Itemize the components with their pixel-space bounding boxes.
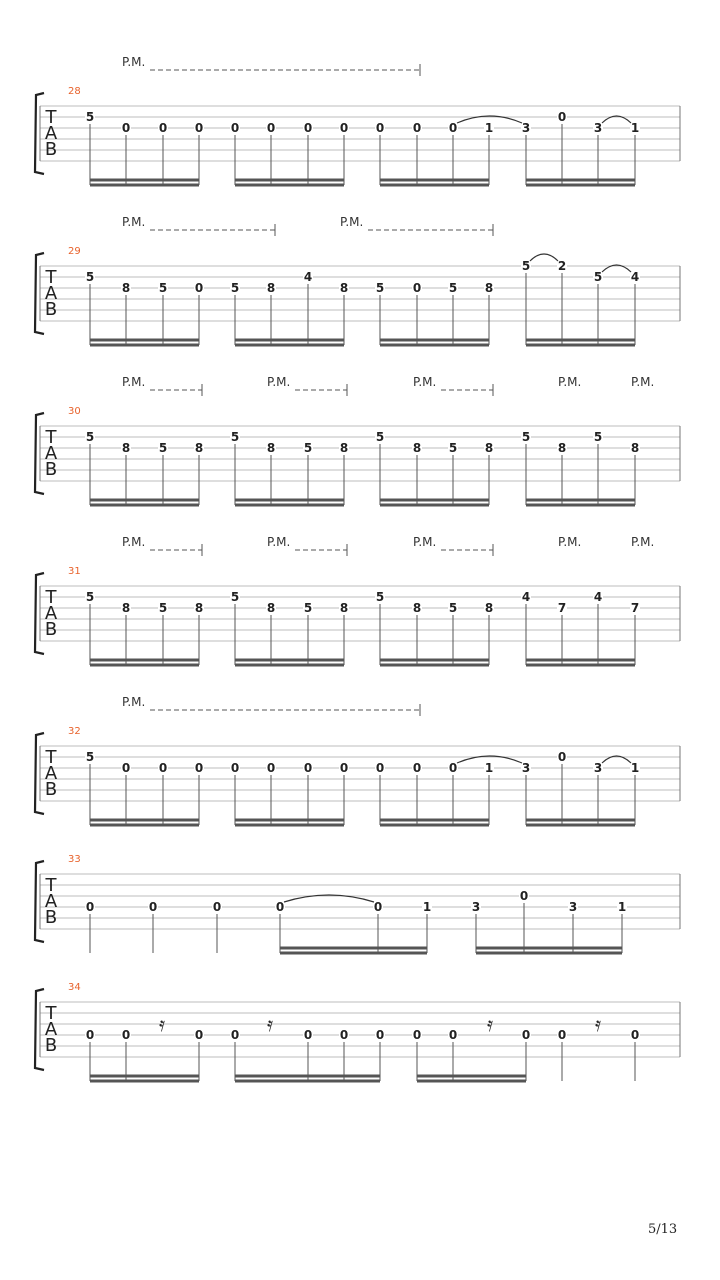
fret-number: 5	[521, 259, 531, 273]
fret-number: 4	[303, 270, 313, 284]
beam	[526, 179, 635, 182]
tab-clef-letter: A	[44, 283, 58, 304]
fret-number: 5	[375, 281, 385, 295]
fret-number: 0	[230, 1028, 240, 1042]
fret-number: 5	[448, 281, 458, 295]
fret-number: 5	[85, 430, 95, 444]
beam	[235, 344, 344, 347]
beam	[380, 819, 489, 822]
page-number: 5/13	[648, 1222, 678, 1237]
fret-number: 0	[557, 750, 567, 764]
beam	[235, 659, 344, 662]
fret-number: 0	[448, 761, 458, 775]
bar-number: 33	[68, 854, 81, 865]
fret-number: 8	[121, 601, 131, 615]
sixteenth-rest: 𝄿	[158, 1012, 166, 1036]
fret-number: 0	[339, 121, 349, 135]
palm-mute-label: P.M.	[413, 535, 437, 549]
fret-number: 5	[85, 270, 95, 284]
fret-number: 8	[630, 441, 640, 455]
fret-number: 8	[266, 601, 276, 615]
tab-clef-letter: B	[44, 299, 58, 320]
bar-number: 32	[68, 726, 81, 737]
fret-number: 5	[593, 270, 603, 284]
bar-number: 28	[68, 86, 81, 97]
beam	[235, 819, 344, 822]
sixteenth-rest: 𝄿	[594, 1012, 602, 1036]
tab-clef-letter: T	[45, 1003, 57, 1024]
fret-number: 8	[266, 441, 276, 455]
beam	[476, 947, 622, 950]
beam	[380, 499, 489, 502]
beam	[526, 659, 635, 662]
beam	[526, 504, 635, 507]
beam	[90, 824, 199, 827]
sixteenth-rest: 𝄿	[266, 1012, 274, 1036]
fret-number: 0	[303, 1028, 313, 1042]
fret-number: 0	[557, 110, 567, 124]
bar-number: 31	[68, 566, 81, 577]
palm-mute-label: P.M.	[558, 375, 582, 389]
fret-number: 5	[448, 441, 458, 455]
beam	[90, 184, 199, 187]
fret-number: 5	[521, 430, 531, 444]
beam	[235, 504, 344, 507]
fret-number: 5	[158, 601, 168, 615]
palm-mute-label: P.M.	[413, 375, 437, 389]
fret-number: 4	[630, 270, 640, 284]
tab-clef-letter: B	[44, 907, 58, 928]
beam	[526, 824, 635, 827]
palm-mute-label: P.M.	[631, 375, 655, 389]
palm-mute-label: P.M.	[631, 535, 655, 549]
fret-number: 0	[375, 121, 385, 135]
tab-clef-letter: B	[44, 139, 58, 160]
fret-number: 3	[471, 900, 481, 914]
beam	[90, 1075, 199, 1078]
beam	[380, 504, 489, 507]
tab-clef-letter: B	[44, 1035, 58, 1056]
fret-number: 3	[593, 761, 603, 775]
beam	[526, 184, 635, 187]
fret-number: 5	[448, 601, 458, 615]
tab-clef-letter: A	[44, 603, 58, 624]
fret-number: 1	[422, 900, 432, 914]
fret-number: 5	[375, 590, 385, 604]
fret-number: 8	[339, 281, 349, 295]
fret-number: 4	[521, 590, 531, 604]
tab-clef-letter: T	[45, 427, 57, 448]
beam	[235, 499, 344, 502]
fret-number: 0	[230, 121, 240, 135]
palm-mute-label: P.M.	[122, 375, 146, 389]
fret-number: 8	[484, 601, 494, 615]
beam	[90, 179, 199, 182]
fret-number: 5	[303, 601, 313, 615]
fret-number: 0	[85, 1028, 95, 1042]
beam	[380, 339, 489, 342]
palm-mute-label: P.M.	[122, 535, 146, 549]
fret-number: 0	[412, 281, 422, 295]
fret-number: 8	[484, 281, 494, 295]
fret-number: 5	[158, 441, 168, 455]
beam	[476, 952, 622, 955]
fret-number: 3	[593, 121, 603, 135]
fret-number: 0	[375, 1028, 385, 1042]
fret-number: 0	[275, 900, 285, 914]
fret-number: 0	[121, 1028, 131, 1042]
bar-number: 34	[68, 982, 81, 993]
fret-number: 5	[85, 590, 95, 604]
fret-number: 0	[519, 889, 529, 903]
fret-number: 7	[630, 601, 640, 615]
fret-number: 0	[412, 1028, 422, 1042]
fret-number: 0	[230, 761, 240, 775]
fret-number: 8	[266, 281, 276, 295]
beam	[380, 179, 489, 182]
beam	[380, 659, 489, 662]
fret-number: 5	[593, 430, 603, 444]
tab-clef-letter: T	[45, 875, 57, 896]
palm-mute-label: P.M.	[122, 695, 146, 709]
bar-number: 30	[68, 406, 81, 417]
beam	[90, 504, 199, 507]
beam	[235, 824, 344, 827]
fret-number: 5	[303, 441, 313, 455]
fret-number: 7	[557, 601, 567, 615]
fret-number: 1	[484, 121, 494, 135]
beam	[235, 184, 344, 187]
fret-number: 8	[412, 601, 422, 615]
fret-number: 0	[630, 1028, 640, 1042]
beam	[380, 824, 489, 827]
tab-clef-letter: A	[44, 443, 58, 464]
beam	[526, 344, 635, 347]
tab-clef-letter: B	[44, 779, 58, 800]
tab-clef-letter: B	[44, 459, 58, 480]
palm-mute-label: P.M.	[267, 375, 291, 389]
beam	[526, 499, 635, 502]
fret-number: 0	[448, 1028, 458, 1042]
beam	[235, 179, 344, 182]
fret-number: 0	[412, 121, 422, 135]
fret-number: 8	[557, 441, 567, 455]
fret-number: 0	[148, 900, 158, 914]
fret-number: 8	[339, 601, 349, 615]
tab-clef-letter: A	[44, 1019, 58, 1040]
fret-number: 0	[557, 1028, 567, 1042]
beam	[417, 1075, 526, 1078]
tab-clef-letter: T	[45, 267, 57, 288]
tie-arc	[530, 254, 558, 261]
fret-number: 2	[557, 259, 567, 273]
beam	[90, 499, 199, 502]
sixteenth-rest: 𝄿	[486, 1012, 494, 1036]
fret-number: 0	[375, 761, 385, 775]
tab-clef-letter: B	[44, 619, 58, 640]
fret-number: 8	[194, 441, 204, 455]
fret-number: 5	[230, 590, 240, 604]
fret-number: 1	[484, 761, 494, 775]
fret-number: 5	[230, 281, 240, 295]
fret-number: 3	[521, 121, 531, 135]
fret-number: 5	[158, 281, 168, 295]
beam	[380, 184, 489, 187]
tab-clef-letter: A	[44, 763, 58, 784]
fret-number: 1	[630, 121, 640, 135]
fret-number: 1	[617, 900, 627, 914]
fret-number: 0	[158, 121, 168, 135]
fret-number: 5	[230, 430, 240, 444]
tab-clef-letter: A	[44, 123, 58, 144]
beam	[280, 952, 427, 955]
fret-number: 5	[85, 110, 95, 124]
fret-number: 0	[194, 1028, 204, 1042]
fret-number: 1	[630, 761, 640, 775]
fret-number: 0	[266, 761, 276, 775]
beam	[526, 819, 635, 822]
beam	[380, 344, 489, 347]
tab-clef-letter: T	[45, 107, 57, 128]
palm-mute-label: P.M.	[122, 55, 146, 69]
fret-number: 0	[266, 121, 276, 135]
palm-mute-label: P.M.	[122, 215, 146, 229]
fret-number: 5	[85, 750, 95, 764]
beam	[235, 664, 344, 667]
beam	[380, 664, 489, 667]
fret-number: 0	[158, 761, 168, 775]
fret-number: 0	[339, 1028, 349, 1042]
beam	[526, 664, 635, 667]
fret-number: 0	[448, 121, 458, 135]
fret-number: 3	[568, 900, 578, 914]
beam	[90, 664, 199, 667]
beam	[90, 344, 199, 347]
beam	[280, 947, 427, 950]
tab-clef-letter: T	[45, 587, 57, 608]
fret-number: 4	[593, 590, 603, 604]
palm-mute-label: P.M.	[558, 535, 582, 549]
tab-clef-letter: A	[44, 891, 58, 912]
fret-number: 0	[339, 761, 349, 775]
fret-number: 0	[412, 761, 422, 775]
fret-number: 8	[194, 601, 204, 615]
fret-number: 0	[373, 900, 383, 914]
palm-mute-label: P.M.	[340, 215, 364, 229]
bar-number: 29	[68, 246, 81, 257]
beam	[90, 1080, 199, 1083]
fret-number: 8	[412, 441, 422, 455]
tab-clef-letter: T	[45, 747, 57, 768]
beam	[417, 1080, 526, 1083]
fret-number: 0	[212, 900, 222, 914]
beam	[90, 659, 199, 662]
palm-mute-label: P.M.	[267, 535, 291, 549]
fret-number: 8	[484, 441, 494, 455]
fret-number: 3	[521, 761, 531, 775]
fret-number: 0	[121, 121, 131, 135]
fret-number: 8	[121, 441, 131, 455]
fret-number: 0	[303, 761, 313, 775]
fret-number: 0	[194, 281, 204, 295]
fret-number: 0	[121, 761, 131, 775]
fret-number: 8	[339, 441, 349, 455]
fret-number: 8	[121, 281, 131, 295]
fret-number: 0	[85, 900, 95, 914]
fret-number: 0	[194, 761, 204, 775]
beam	[90, 819, 199, 822]
fret-number: 0	[194, 121, 204, 135]
beam	[235, 339, 344, 342]
fret-number: 5	[375, 430, 385, 444]
fret-number: 0	[521, 1028, 531, 1042]
beam	[90, 339, 199, 342]
beam	[526, 339, 635, 342]
fret-number: 0	[303, 121, 313, 135]
